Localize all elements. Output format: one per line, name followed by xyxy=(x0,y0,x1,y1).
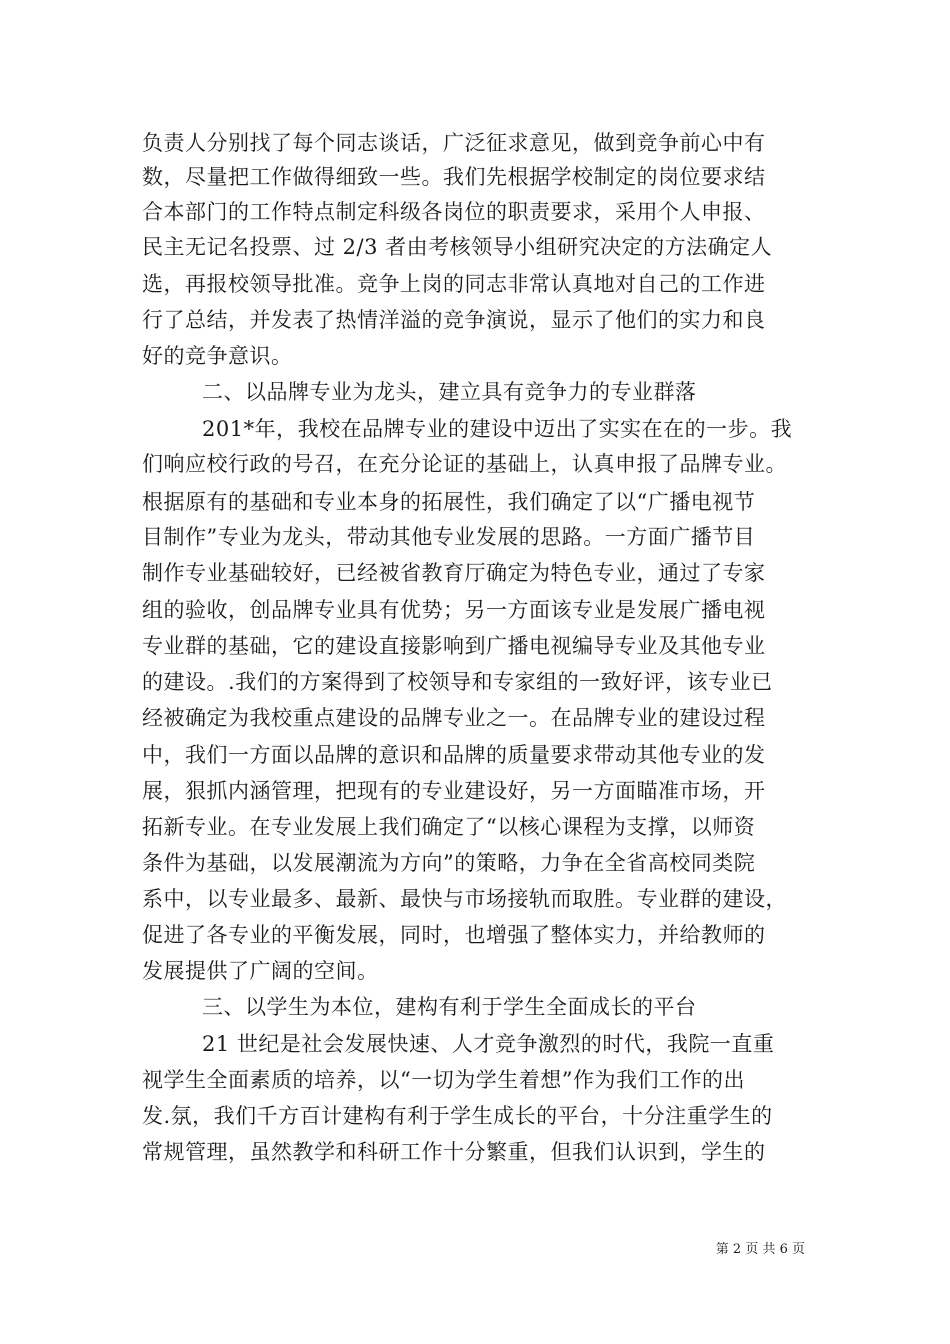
body-line: 组的验收，创品牌专业具有优势；另一方面该专业是发展广播电视 xyxy=(142,598,766,622)
body-line: 条件为基础，以发展潮流为方向”的策略，力争在全省高校同类院 xyxy=(142,851,756,875)
body-line: 根据原有的基础和专业本身的拓展性，我们确定了以“广播电视节 xyxy=(142,490,756,514)
body-line: 201*年，我校在品牌专业的建设中迈出了实实在在的一步。我 xyxy=(202,417,793,441)
body-line: 专业群的基础，它的建设直接影响到广播电视编导专业及其他专业 xyxy=(142,634,766,658)
body-line: 经被确定为我校重点建设的品牌专业之一。在品牌专业的建设过程 xyxy=(142,706,766,730)
body-line: 展，狠抓内涵管理，把现有的专业建设好，另一方面瞄准市场，开 xyxy=(142,779,766,803)
body-line: 负责人分别找了每个同志谈话，广泛征求意见，做到竞争前心中有 xyxy=(142,131,766,155)
body-line: 选，再报校领导批准。竞争上岗的同志非常认真地对自己的工作进 xyxy=(142,272,766,296)
page-number-footer: 第 2 页 共 6 页 xyxy=(715,1242,805,1257)
body-line: 数，尽量把工作做得细致一些。我们先根据学校制定的岗位要求结 xyxy=(142,165,766,189)
body-line: 合本部门的工作特点制定科级各岗位的职责要求，采用个人申报、 xyxy=(142,200,766,224)
body-line: 制作专业基础较好，已经被省教育厅确定为特色专业，通过了专家 xyxy=(142,561,766,585)
section-heading: 三、以学生为本位，建构有利于学生全面成长的平台 xyxy=(202,995,697,1019)
body-line: 民主无记名投票、过 2/3 者由考核领导小组研究决定的方法确定人 xyxy=(142,235,773,259)
section-heading: 二、以品牌专业为龙头，建立具有竞争力的专业群落 xyxy=(202,380,697,404)
body-line: 行了总结，并发表了热情洋溢的竞争演说，显示了他们的实力和良 xyxy=(142,308,766,332)
body-line: 发.氛，我们千方百计建构有利于学生成长的平台，十分注重学生的 xyxy=(142,1104,773,1128)
body-line: 发展提供了广阔的空间。 xyxy=(142,959,379,983)
body-line: 们响应校行政的号召，在充分论证的基础上，认真申报了品牌专业。 xyxy=(142,452,787,476)
body-line: 视学生全面素质的培养，以“一切为学生着想”作为我们工作的出 xyxy=(142,1068,745,1092)
body-line: 目制作”专业为龙头，带动其他专业发展的思路。一方面广播节目 xyxy=(142,525,756,549)
body-line: 促进了各专业的平衡发展，同时，也增强了整体实力，并给教师的 xyxy=(142,923,766,947)
body-line: 的建设。.我们的方案得到了校领导和专家组的一致好评，该专业已 xyxy=(142,670,773,694)
body-line: 常规管理，虽然教学和科研工作十分繁重，但我们认识到，学生的 xyxy=(142,1140,766,1164)
body-line: 好的竞争意识。 xyxy=(142,344,293,368)
body-line: 拓新专业。在专业发展上我们确定了“以核心课程为支撑，以师资 xyxy=(142,815,756,839)
body-line: 21 世纪是社会发展快速、人才竞争激烈的时代，我院一直重 xyxy=(202,1032,775,1056)
body-line: 系中，以专业最多、最新、最快与市场接轨而取胜。专业群的建设， xyxy=(142,887,787,911)
body-line: 中，我们一方面以品牌的意识和品牌的质量要求带动其他专业的发 xyxy=(142,743,766,767)
